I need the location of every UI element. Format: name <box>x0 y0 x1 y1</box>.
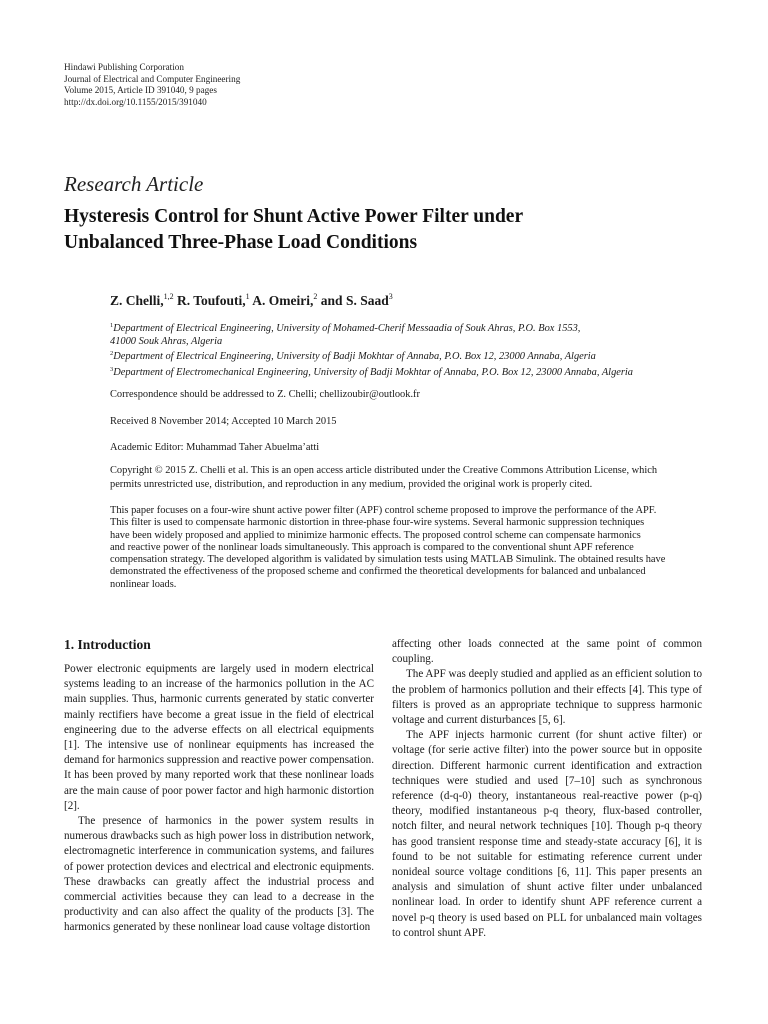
body-paragraph: The APF injects harmonic current (for shunt active filter) or voltage (for serie active filter) into the power source but in opposite direction. Different harmonic current identification and extraction techniques were studied and used [7–10] such as synchronous reference (d-q-0) theory, instantaneous real-reactive power (p-q) theory, modified instantaneous p-q theory, flux-based controller, notch filter, and neural network techniques [10]. Though p-q theory has good transient response time and steady-state accuracy [6], it is found to be not suitable for estimating reference current under nonideal source voltage conditions [6, 11]. This paper presents an analysis and simulation of shunt active filter under unbalanced nonlinear load. In order to identify shunt APF reference current a novel p-q theory is used based on PLL for unbalanced main voltages to control shunt APF. <box>392 729 702 939</box>
journal-header <box>64 62 240 108</box>
publisher-name: Hindawi Publishing Corporation <box>64 62 184 72</box>
body-column-left <box>64 662 374 936</box>
author-affil-ref: 1,2 <box>163 292 174 301</box>
copyright-line: permits unrestricted use, distribution, and reproduction in any medium, provided the original work is properly cited. <box>110 478 593 490</box>
article-type: Research Article <box>64 172 204 196</box>
section-heading-introduction: 1. Introduction <box>64 637 151 652</box>
body-paragraph: The APF was deeply studied and applied as an efficient solution to the problem of harmonics pollution and their effects [4]. This type of filters is proved as an appropriate technique to suppress harmonic voltage and current disturbances [5, 6]. <box>392 668 702 727</box>
body-paragraph: The presence of harmonics in the power system results in numerous drawbacks such as high power loss in distribution network, electromagnetic interference in communication systems, and failures of power protection devices and electrical and electronic equipments. These drawbacks can greatly affect the industrial process and commercial activities because they can lead to a decrease in the productivity and can also affect the quality of the products [3]. The harmonics generated by these nonlinear load cause voltage distortion <box>64 815 374 934</box>
copyright-notice <box>110 464 705 491</box>
affiliation-3 <box>110 364 710 380</box>
affiliation-text: Department of Electromechanical Engineering, University of Badji Mokhtar of Annaba, P.O. Box 12, 23000 Annaba, Algeria <box>113 366 633 378</box>
received-dates: Received 8 November 2014; Accepted 10 March 2015 <box>110 416 337 427</box>
abstract-line: demonstrated the effectiveness of the proposed scheme and confirmed the theoretical developments for balanced and unbalanced <box>110 566 646 578</box>
affiliation-marker: 2 <box>110 350 114 358</box>
academic-editor: Academic Editor: Muhammad Taher Abuelma’atti <box>110 442 320 453</box>
abstract <box>110 505 705 591</box>
abstract-line: This filter is used to compensate harmonic distortion in three-phase four-wire systems. Several harmonic suppression techniques <box>110 517 645 529</box>
affiliation-1 <box>110 320 710 336</box>
article-title <box>64 204 714 256</box>
abstract-line: This paper focuses on a four-wire shunt active power filter (APF) control scheme proposed to improve the performance of the APF. <box>110 505 657 516</box>
abstract-line: compensation strategy. The developed algorithm is validated by simulation tests using MATLAB Simulink. The obtained results have <box>110 554 666 566</box>
affiliation-marker: 3 <box>110 365 114 373</box>
author-list <box>110 292 393 309</box>
affiliation-text: Department of Electrical Engineering, University of Badji Mokhtar of Annaba, P.O. Box 12, 23000 Annaba, Algeria <box>113 351 596 363</box>
author-affil-ref: 2 <box>313 292 318 301</box>
affiliation-2 <box>110 348 710 364</box>
author-affil-ref: 1 <box>245 292 250 301</box>
author-affil-ref: 3 <box>388 292 393 301</box>
abstract-line: and reactive power of the nonlinear loads simultaneously. This approach is compared to the conventional shunt APF reference <box>110 541 634 553</box>
copyright-line: Copyright © 2015 Z. Chelli et al. This is an open access article distributed under the Creative Commons Attribution License, which <box>110 465 658 476</box>
body-paragraph: affecting other loads connected at the same point of common coupling. <box>392 638 702 666</box>
affiliation-text: Department of Electrical Engineering, University of Mohamed-Cherif Messaadia of Souk Ahras, P.O. Box 1553, <box>113 323 581 334</box>
title-line-1: Hysteresis Control for Shunt Active Power Filter under <box>64 206 524 227</box>
volume-info: Volume 2015, Article ID 391040, 9 pages <box>64 85 217 96</box>
affiliations <box>110 320 710 379</box>
author-name: R. Toufouti, <box>173 293 246 308</box>
author-name: A. Omeiri, <box>249 293 314 308</box>
body-paragraph: Power electronic equipments are largely used in modern electrical systems leading to an increase of the harmonics pollution in the AC main supplies. Thus, harmonic currents generated by static converter mainly rectifiers have become a great issue in the field of electrical engineering due to the adverse effects on all electrical equipments [1]. The intensive use of nonlinear equipments has increased the demand for harmonics suppression and reactive power compensation. It has been proved by many reported work that these nonlinear loads are the main cause of poor power factor and high harmonic distortion [2]. <box>64 663 374 812</box>
doi-link[interactable]: http://dx.doi.org/10.1155/2015/391040 <box>64 96 207 107</box>
abstract-line: nonlinear loads. <box>110 578 177 590</box>
title-line-2: Unbalanced Three-Phase Load Conditions <box>64 232 418 253</box>
journal-name: Journal of Electrical and Computer Engineering <box>64 73 241 84</box>
correspondence-note: Correspondence should be addressed to Z. Chelli; chellizoubir@outlook.fr <box>110 389 420 400</box>
body-column-right <box>392 637 702 941</box>
affiliation-1-cont: 41000 Souk Ahras, Algeria <box>110 335 223 347</box>
affiliation-marker: 1 <box>110 322 114 329</box>
author-name: and S. Saad <box>317 293 389 308</box>
abstract-line: have been widely proposed and applied to minimize harmonic effects. The proposed control scheme can compensate harmonics <box>110 529 641 541</box>
author-name: Z. Chelli, <box>110 293 164 308</box>
